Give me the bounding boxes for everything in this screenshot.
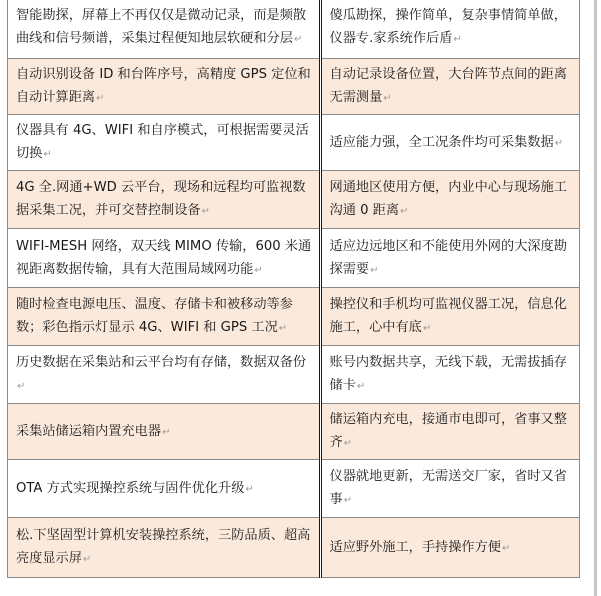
benefit-cell[interactable]	[320, 229, 579, 288]
cell-text: 傻瓜勘探，操作简单，复杂事情简单做，仪器专.家系统作后盾	[329, 8, 567, 46]
cell-text: 历史数据在采集站和云平台均有存储，数据双备份	[16, 355, 307, 370]
cell-text: 采集站储运箱内置充电器	[16, 423, 162, 439]
paragraph-mark-icon: ↵	[400, 206, 409, 217]
feature-cell[interactable]	[8, 171, 321, 229]
table-row	[8, 171, 580, 229]
cell-text: 4G 全.网通+WD 云平台，现场和远程均可监视数据采集工况，并可交替控制设备	[16, 180, 306, 218]
cell-text: 适应边远地区和不能使用外网的大深度勘探需要	[329, 238, 567, 277]
paragraph-mark-icon: ↵	[554, 137, 564, 149]
feature-cell[interactable]	[8, 0, 321, 59]
cell-text: WIFI-MESH 网络，双天线 MIMO 传输，600 米通视距离数据传输，具有大范围局域网功能	[16, 238, 312, 277]
paragraph-mark-icon: ↵	[343, 495, 353, 506]
table-row	[8, 0, 580, 59]
paragraph-mark-icon: ↵	[356, 381, 366, 392]
paragraph-mark-icon: ↵	[278, 323, 288, 334]
benefit-cell[interactable]	[320, 0, 579, 59]
cell-text: 网通地区使用方便，内业中心与现场施工沟通 0 距离	[329, 180, 567, 218]
paragraph-mark-icon: ↵	[17, 381, 26, 392]
paragraph-mark-icon: ↵	[245, 483, 254, 495]
table-row	[8, 404, 580, 460]
benefit-cell[interactable]	[320, 288, 579, 346]
benefit-cell[interactable]	[320, 346, 579, 404]
paragraph-mark-icon: ↵	[96, 93, 105, 104]
paragraph-mark-icon: ↵	[162, 426, 171, 438]
paragraph-mark-icon: ↵	[82, 554, 92, 565]
paragraph-mark-icon: ↵	[453, 34, 462, 45]
paragraph-mark-icon: ↵	[370, 264, 379, 276]
feature-cell[interactable]	[8, 59, 321, 115]
cell-text: 自动记录设备位置，大台阵节点间的距离无需测量	[329, 67, 567, 105]
table-row	[8, 59, 580, 115]
paragraph-mark-icon: ↵	[383, 93, 392, 104]
cell-text: 智能勘探，屏幕上不再仅仅是微动记录，而是频散曲线和信号频谱，采集过程便知地层软硬和分层	[16, 8, 307, 46]
paragraph-mark-icon: ↵	[201, 206, 211, 217]
cell-text: 适应野外施工，手持操作方便	[329, 539, 501, 555]
benefit-cell[interactable]	[320, 115, 579, 171]
feature-cell[interactable]	[8, 346, 321, 404]
cell-text: 仪器具有 4G、WIFI 和自序模式，可根据需要灵活切换	[16, 123, 309, 161]
paragraph-mark-icon: ↵	[293, 34, 303, 45]
cell-text: 仪器就地更新，无需送交厂家，省时又省事	[329, 469, 567, 507]
table-row	[8, 229, 580, 288]
feature-cell[interactable]	[8, 229, 321, 288]
cell-text: 随时检查电源电压、温度、存储卡和被移动等参数；彩色指示灯显示 4G、WIFI 和 GPS 工况	[16, 297, 293, 335]
feature-cell[interactable]	[8, 518, 321, 578]
cell-text: 松.下坚固型计算机安装操控系统，三防品质、超高亮度显示屏	[16, 528, 311, 566]
paragraph-mark-icon: ↵	[254, 264, 263, 276]
cell-text: 适应能力强，全工况条件均可采集数据	[329, 134, 554, 150]
paragraph-mark-icon: ↵	[501, 542, 511, 554]
table-row	[8, 115, 580, 171]
cell-text: 储运箱内充电，接通市电即可，省事又整齐	[329, 412, 567, 450]
table-row	[8, 460, 580, 518]
feature-cell[interactable]	[8, 460, 321, 518]
vertical-scrollbar-track[interactable]	[594, 0, 597, 596]
feature-cell[interactable]	[8, 288, 321, 346]
benefit-cell[interactable]	[320, 460, 579, 518]
benefit-cell[interactable]	[320, 59, 579, 115]
benefit-cell[interactable]	[320, 518, 579, 578]
table-row	[8, 518, 580, 578]
paragraph-mark-icon: ↵	[43, 149, 52, 160]
feature-comparison-table	[7, 0, 580, 578]
cell-text: 自动识别设备 ID 和台阵序号，高精度 GPS 定位和自动计算距离	[16, 67, 311, 105]
table-row	[8, 288, 580, 346]
feature-cell[interactable]	[8, 115, 321, 171]
cell-text: 账号内数据共享，无线下载，无需拔插存储卡	[329, 355, 567, 393]
paragraph-mark-icon: ↵	[343, 438, 353, 449]
feature-cell[interactable]	[8, 404, 321, 460]
table-body	[8, 0, 580, 578]
cell-text: OTA 方式实现操控系统与固件优化升级	[16, 480, 245, 496]
benefit-cell[interactable]	[320, 404, 579, 460]
table-row	[8, 346, 580, 404]
paragraph-mark-icon: ↵	[422, 323, 432, 334]
cell-text: 操控仪和手机均可监视仪器工况，信息化施工，心中有底	[329, 297, 567, 335]
benefit-cell[interactable]	[320, 171, 579, 229]
